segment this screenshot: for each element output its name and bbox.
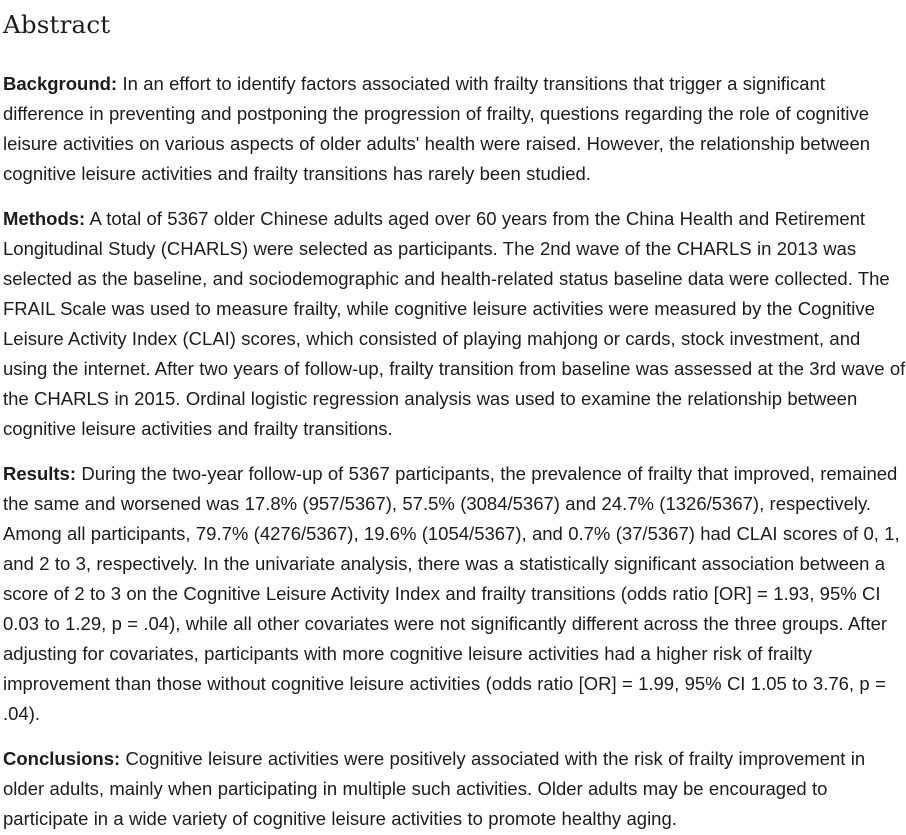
methods-text: A total of 5367 older Chinese adults aged over 60 years from the China Health and Retirement Longitudinal Study (CHARLS) were selected as participants. The 2nd wave of the CHARLS in 2013 was selected as the baseline, and sociodemographic and health-related status baseline data were collected. The FRAIL Scale was used to measure frailty, while cognitive leisure activities were measured by the Cognitive Leisure Activity Index (CLAI) scores, which consisted of playing mahjong or cards, stock investment, and using the internet. After two years of follow-up, frailty transition from baseline was assessed at the 3rd wave of the CHARLS in 2015. Ordinal logistic regression analysis was used to examine the relationship between cognitive leisure activities and frailty transitions.	[3, 208, 906, 439]
results-label: Results:	[3, 463, 76, 484]
results-paragraph	[3, 459, 906, 729]
results-text: During the two-year follow-up of 5367 participants, the prevalence of frailty that improved, remained the same and worsened was 17.8% (957/5367), 57.5% (3084/5367) and 24.7% (1326/5367), respectively. Among all participants, 79.7% (4276/5367), 19.6% (1054/5367), and 0.7% (37/5367) had CLAI scores of 0, 1, and 2 to 3, respectively. In the univariate analysis, there was a statistically significant association between a score of 2 to 3 on the Cognitive Leisure Activity Index and frailty transitions (odds ratio [OR] = 1.93, 95% CI 0.03 to 1.29, p = .04), while all other covariates were not significantly different across the three groups. After adjusting for covariates, participants with more cognitive leisure activities had a higher risk of frailty improvement than those without cognitive leisure activities (odds ratio [OR] = 1.99, 95% CI 1.05 to 3.76, p = .04).	[3, 463, 900, 724]
methods-label: Methods:	[3, 208, 86, 229]
conclusions-paragraph	[3, 744, 906, 834]
background-paragraph	[3, 69, 906, 189]
conclusions-text: Cognitive leisure activities were positively associated with the risk of frailty improvement in older adults, mainly when participating in multiple such activities. Older adults may be encouraged to participate in a wide variety of cognitive leisure activities to promote healthy aging.	[3, 748, 866, 829]
background-text: In an effort to identify factors associated with frailty transitions that trigger a significant difference in preventing and postponing the progression of frailty, questions regarding the role of cognitive leisure activities on various aspects of older adults' health were raised. However, the relationship between cognitive leisure activities and frailty transitions has rarely been studied.	[3, 73, 871, 184]
background-label: Background:	[3, 73, 118, 94]
abstract-heading: Abstract	[3, 10, 111, 39]
conclusions-label: Conclusions:	[3, 748, 121, 769]
methods-paragraph	[3, 204, 906, 444]
abstract-section	[3, 0, 906, 834]
